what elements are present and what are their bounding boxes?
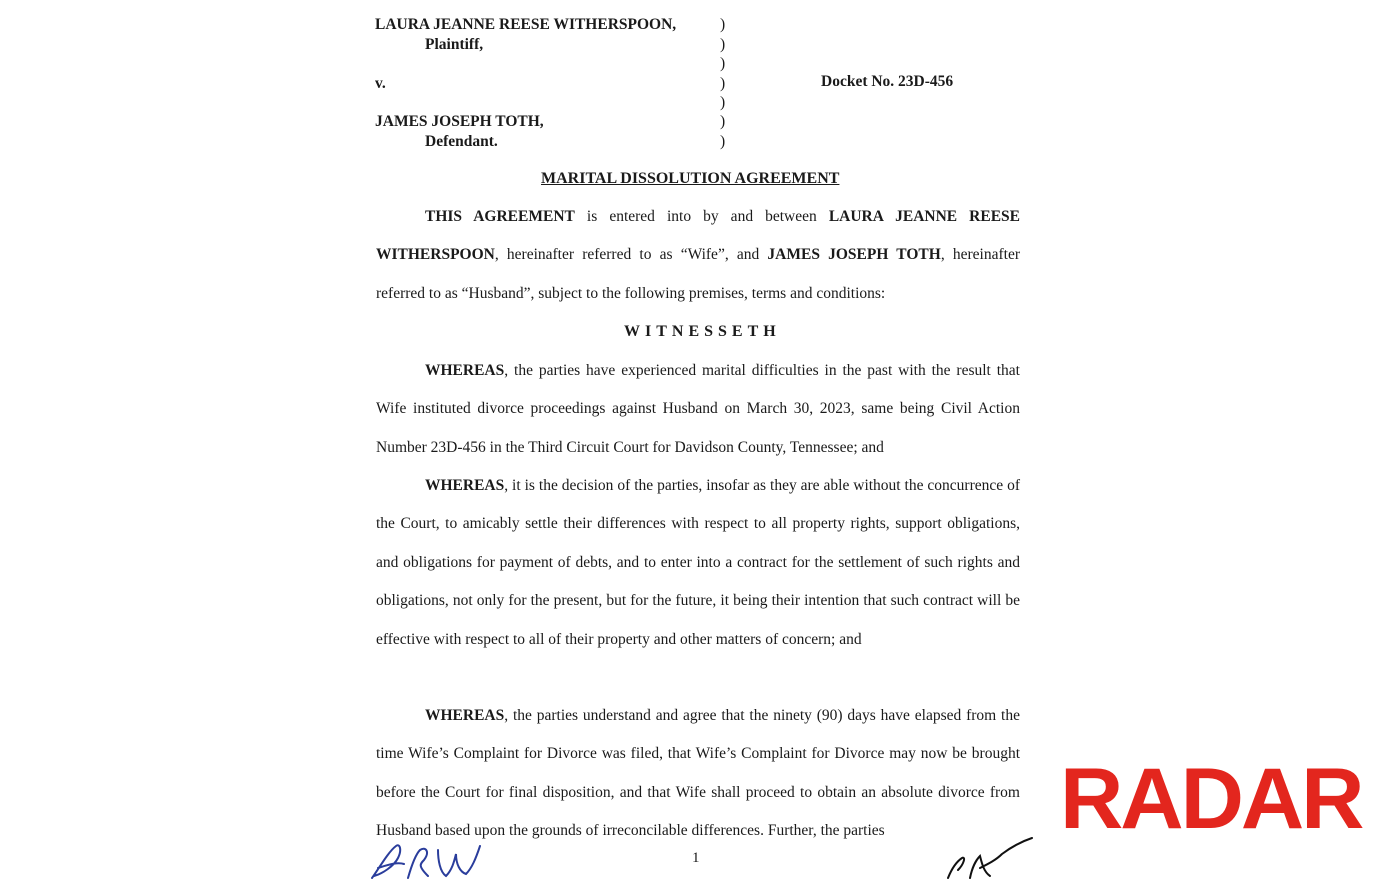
plaintiff-name: LAURA JEANNE REESE WITHERSPOON, bbox=[375, 16, 677, 33]
whereas-paragraph-3 bbox=[376, 697, 1020, 851]
whereas-text: , the parties understand and agree that the ninety (90) days have elapsed from the time Wife’s Complaint for Divorce was filed, that Wife’s Complaint for Divorce may now be brought before the Court for final disposition, and that Wife shall proceed to obtain an absolute divorce from Husband based upon the grounds of irreconcilable differences. Further, the parties bbox=[376, 707, 1020, 840]
caption-paren: ) bbox=[720, 133, 726, 150]
page-number: 1 bbox=[692, 850, 700, 866]
husband-initials-signature bbox=[940, 834, 1035, 880]
intro-text: , hereinafter referred to as “Wife”, and bbox=[494, 246, 768, 264]
wife-initials-signature bbox=[368, 840, 493, 880]
witnesseth-heading: WITNESSETH bbox=[624, 323, 781, 340]
defendant-name: JAMES JOSEPH TOTH, bbox=[375, 113, 544, 130]
versus-label: v. bbox=[375, 75, 386, 92]
whereas-text: , it is the decision of the parties, insofar as they are able without the concurrence of the Court, to amicably settle their differences with respect to all property rights, support obligations, and obligations for payment of debts, and to enter into a contract for the settlement of such rights and obligations, not only for the present, but for the future, it being their intention that such contract will be effective with respect to all of their property and other matters of concern; and bbox=[376, 477, 1020, 648]
caption-paren: ) bbox=[720, 16, 726, 33]
docket-number: Docket No. 23D-456 bbox=[821, 73, 954, 90]
radar-watermark-logo: RADAR bbox=[1060, 751, 1362, 847]
whereas-paragraph-1 bbox=[376, 352, 1020, 467]
caption-paren: ) bbox=[720, 36, 726, 53]
plaintiff-role: Plaintiff, bbox=[425, 36, 484, 53]
whereas-lead: WHEREAS bbox=[425, 362, 505, 379]
whereas-text: , the parties have experienced marital difficulties in the past with the result that Wife instituted divorce proceedings against Husband on March 30, 2023, same being Civil Action Number 23D-456 in the Third Circuit Court for Davidson County, Tennessee; and bbox=[376, 362, 1020, 456]
whereas-paragraph-2 bbox=[376, 467, 1020, 659]
intro-lead: THIS AGREEMENT bbox=[425, 208, 575, 225]
whereas-lead: WHEREAS bbox=[425, 707, 505, 724]
document-title: MARITAL DISSOLUTION AGREEMENT bbox=[541, 170, 840, 187]
caption-paren: ) bbox=[720, 55, 726, 72]
wife-name: LAURA JEANNE REESE WITHERSPOON bbox=[376, 208, 1021, 264]
husband-name: JAMES JOSEPH TOTH bbox=[767, 246, 941, 264]
defendant-role: Defendant. bbox=[425, 133, 498, 150]
intro-paragraph bbox=[376, 198, 1020, 313]
whereas-lead: WHEREAS bbox=[425, 477, 505, 494]
intro-text: , hereinafter referred to as “Husband”, subject to the following premises, terms and conditions: bbox=[376, 246, 1020, 302]
caption-paren: ) bbox=[720, 94, 726, 111]
intro-text: is entered into by and between bbox=[574, 208, 829, 225]
caption-paren: ) bbox=[720, 75, 726, 92]
caption-paren: ) bbox=[720, 113, 726, 130]
